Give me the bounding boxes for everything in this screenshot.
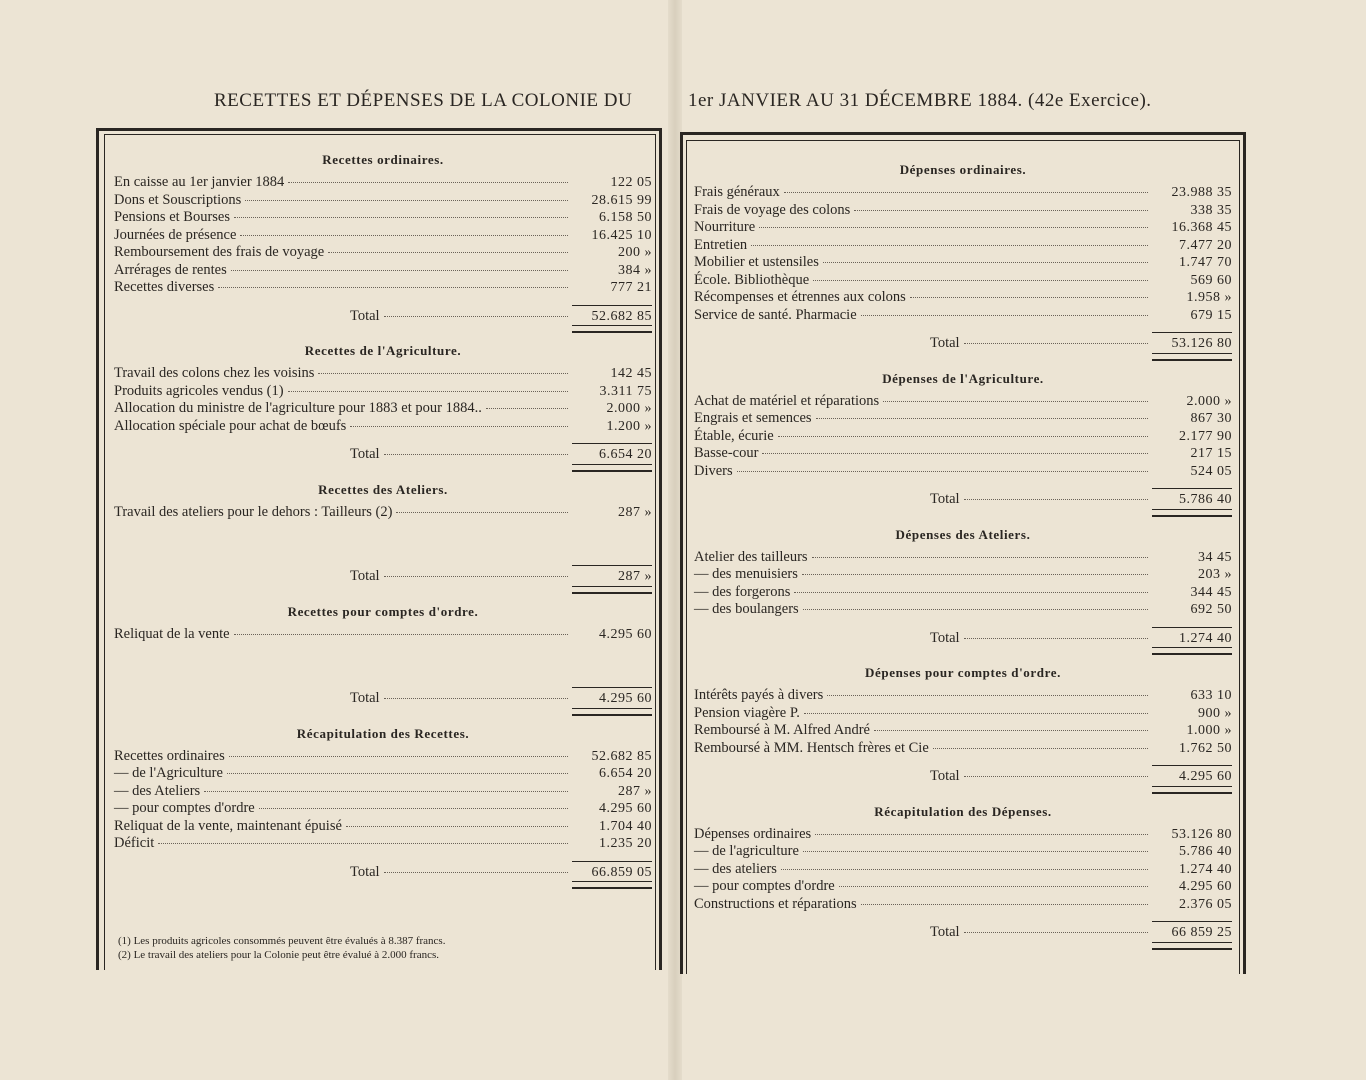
left-section-recap	[114, 726, 652, 890]
total-row	[114, 687, 652, 708]
total-amount: 5.786 40	[1152, 488, 1232, 509]
ledger-label: Dépenses ordinaires	[694, 825, 812, 842]
leader-dots	[794, 592, 1148, 593]
leader-dots	[854, 210, 1148, 211]
ledger-row	[114, 765, 652, 783]
leader-dots	[823, 262, 1148, 263]
leader-dots	[346, 826, 568, 827]
leader-dots	[933, 748, 1148, 749]
ledger-row	[114, 209, 652, 227]
leader-dots	[229, 756, 568, 757]
ledger-amount: 2.177 90	[1179, 428, 1232, 444]
leader-dots	[964, 343, 1148, 344]
ledger-row	[694, 566, 1232, 584]
ledger-amount: 1.235 20	[599, 836, 652, 851]
ledger-row	[694, 705, 1232, 723]
leader-dots	[158, 843, 568, 844]
total-amount: 1.274 40	[1152, 627, 1232, 648]
ledger-label: Remboursé à MM. Hentsch frères et Cie	[694, 739, 929, 756]
ledger-label: Allocation spéciale pour achat de bœufs	[114, 417, 347, 434]
total-row	[114, 443, 652, 464]
ledger-row	[694, 722, 1232, 740]
ledger-label: Achat de matériel et réparations	[694, 392, 880, 409]
total-double-rule	[1152, 647, 1232, 655]
ledger-label: Engrais et semences	[694, 410, 812, 426]
ledger-amount: 23.988 35	[1171, 185, 1232, 200]
leader-dots	[384, 316, 568, 317]
leader-dots	[802, 574, 1148, 575]
total-row	[694, 921, 1232, 942]
ledger-row	[694, 219, 1232, 237]
total-label: Total	[350, 690, 380, 706]
ledger-row	[114, 626, 652, 644]
leader-dots	[964, 932, 1148, 933]
ledger-amount: 287 »	[618, 504, 652, 520]
ledger-row	[114, 818, 652, 836]
ledger-row	[694, 549, 1232, 567]
ledger-label: — des boulangers	[694, 601, 799, 617]
leader-dots	[861, 904, 1148, 905]
ledger-amount: 569 60	[1190, 272, 1232, 288]
ledger-amount: 5.786 40	[1179, 844, 1232, 859]
total-label: Total	[930, 335, 960, 351]
total-row	[114, 565, 652, 586]
footnote-1: (1) Les produits agricoles consommés peuvent être évalués à 8.387 francs.	[118, 935, 446, 947]
ledger-label: — des forgerons	[694, 583, 791, 600]
ledger-amount: 200 »	[618, 245, 652, 260]
leader-dots	[861, 315, 1148, 316]
ledger-row	[694, 843, 1232, 861]
section-heading: Recettes pour comptes d'ordre.	[287, 603, 479, 619]
ledger-label: Étable, écurie	[694, 427, 774, 444]
leader-dots	[803, 609, 1148, 610]
total-row	[694, 488, 1232, 509]
ledger-label: Journées de présence	[114, 226, 237, 243]
ledger-amount: 142 45	[610, 366, 652, 381]
leader-dots	[910, 297, 1148, 298]
ledger-label: Récompenses et étrennes aux colons	[694, 289, 906, 305]
leader-dots	[328, 252, 568, 253]
leader-dots	[227, 773, 568, 774]
ledger-row	[114, 262, 652, 280]
ledger-row	[694, 463, 1232, 481]
ledger-amount: 203 »	[1198, 567, 1232, 582]
ledger-amount: 524 05	[1190, 463, 1232, 479]
ledger-label: Déficit	[114, 835, 155, 851]
ledger-label: Remboursement des frais de voyage	[114, 244, 325, 260]
ledger-label: Basse-cour	[694, 445, 759, 461]
total-double-rule	[572, 325, 652, 333]
leader-dots	[804, 713, 1148, 714]
leader-dots	[762, 453, 1148, 454]
leader-dots	[827, 695, 1148, 696]
ledger-amount: 122 05	[610, 175, 652, 190]
ledger-amount: 4.295 60	[1179, 879, 1232, 894]
section-spacer	[114, 521, 652, 565]
ledger-label: Mobilier et ustensiles	[694, 254, 819, 270]
total-label: Total	[930, 924, 960, 940]
total-double-rule	[572, 881, 652, 889]
total-amount: 287 »	[572, 565, 652, 586]
ledger-row	[114, 418, 652, 436]
ledger-row	[114, 783, 652, 801]
ledger-label: Recettes diverses	[114, 279, 215, 295]
ledger-amount: 1.274 40	[1179, 861, 1232, 877]
footnotes	[118, 934, 445, 962]
section-spacer	[114, 435, 652, 443]
section-heading: Recettes ordinaires.	[322, 152, 444, 167]
total-label: Total	[350, 446, 380, 462]
ledger-amount: 4.295 60	[599, 626, 652, 642]
total-double-rule	[1152, 509, 1232, 517]
leader-dots	[218, 287, 568, 288]
ledger-row	[694, 393, 1232, 411]
ledger-label: — des Ateliers	[114, 782, 201, 799]
ledger-amount: 2.000 »	[606, 401, 652, 416]
total-double-rule	[572, 464, 652, 472]
ledger-row	[694, 861, 1232, 879]
ledger-amount: 344 45	[1190, 584, 1232, 600]
ledger-amount: 3.311 75	[599, 383, 652, 399]
ledger-amount: 2.000 »	[1186, 393, 1232, 409]
ledger-label: Allocation du ministre de l'agriculture pour 1883 et pour 1884..	[114, 400, 482, 416]
ledger-amount: 6.654 20	[599, 766, 652, 781]
ledger-label: Dons et Souscriptions	[114, 191, 242, 208]
ledger-amount: 52.682 85	[591, 748, 652, 764]
leader-dots	[812, 557, 1148, 558]
ledger-amount: 4.295 60	[599, 801, 652, 816]
ledger-amount: 53.126 80	[1171, 826, 1232, 842]
section-spacer	[114, 853, 652, 861]
ledger-row	[694, 896, 1232, 914]
ledger-row	[694, 272, 1232, 290]
ledger-label: Recettes ordinaires	[114, 747, 225, 764]
total-double-rule	[1152, 786, 1232, 794]
ledger-row	[694, 878, 1232, 896]
leader-dots	[318, 373, 568, 374]
total-row	[114, 861, 652, 882]
ledger-amount: 217 15	[1190, 446, 1232, 461]
ledger-amount: 34 45	[1198, 549, 1232, 565]
ledger-amount: 679 15	[1190, 307, 1232, 323]
right-section-ordre	[694, 665, 1232, 794]
total-row	[694, 332, 1232, 353]
ledger-row	[114, 227, 652, 245]
ledger-row	[694, 202, 1232, 220]
leader-dots	[964, 499, 1148, 500]
section-heading: Récapitulation des Recettes.	[296, 725, 470, 741]
ledger-row	[694, 289, 1232, 307]
section-heading: Dépenses pour comptes d'ordre.	[865, 665, 1061, 680]
section-spacer	[694, 913, 1232, 921]
ledger-label: Travail des colons chez les voisins	[114, 365, 315, 381]
ledger-label: — de l'Agriculture	[114, 765, 223, 781]
ledger-row	[694, 601, 1232, 619]
ledger-amount: 6.158 50	[599, 210, 652, 225]
total-label: Total	[350, 307, 380, 324]
total-row	[114, 305, 652, 326]
right-section-ordinaires	[694, 162, 1232, 361]
leader-dots	[964, 638, 1148, 639]
leader-dots	[259, 808, 568, 809]
ledger-row	[694, 445, 1232, 463]
ledger-row	[114, 192, 652, 210]
total-amount: 53.126 80	[1152, 332, 1232, 353]
ledger-row	[114, 174, 652, 192]
ledger-row	[114, 279, 652, 297]
leader-dots	[816, 418, 1148, 419]
leader-dots	[964, 776, 1148, 777]
total-amount: 4.295 60	[572, 687, 652, 708]
section-heading: Recettes des Ateliers.	[318, 481, 448, 497]
ledger-label: Pensions et Bourses	[114, 209, 230, 225]
ledger-amount: 28.615 99	[591, 192, 652, 208]
ledger-label: Atelier des tailleurs	[694, 548, 808, 565]
ledger-label: Frais de voyage des colons	[694, 201, 851, 218]
ledger-row	[114, 800, 652, 818]
section-spacer	[114, 643, 652, 687]
ledger-label: Reliquat de la vente, maintenant épuisé	[114, 817, 342, 834]
ledger-amount: 287 »	[618, 783, 652, 799]
total-label: Total	[930, 629, 960, 646]
leader-dots	[813, 280, 1148, 281]
leader-dots	[350, 426, 568, 427]
section-spacer	[694, 619, 1232, 627]
ledger-amount: 7.477 20	[1179, 237, 1232, 253]
depenses-column	[694, 160, 1232, 960]
ledger-amount: 692 50	[1190, 602, 1232, 617]
ledger-row	[694, 184, 1232, 202]
ledger-label: Entretien	[694, 236, 748, 253]
total-label: Total	[350, 568, 380, 584]
leader-dots	[234, 634, 568, 635]
total-double-rule	[572, 586, 652, 594]
leader-dots	[737, 471, 1148, 472]
left-section-agriculture	[114, 343, 652, 472]
ledger-label: — des menuisiers	[694, 566, 798, 582]
leader-dots	[784, 192, 1148, 193]
leader-dots	[839, 886, 1148, 887]
leader-dots	[751, 245, 1148, 246]
ledger-label: — pour comptes d'ordre	[694, 878, 835, 894]
ledger-row	[694, 687, 1232, 705]
ledger-row	[694, 254, 1232, 272]
ledger-amount: 384 »	[618, 262, 652, 278]
ledger-amount: 867 30	[1190, 411, 1232, 426]
ledger-label: — pour comptes d'ordre	[114, 800, 255, 816]
ledger-amount: 1.200 »	[606, 418, 652, 434]
page-title-left: RECETTES ET DÉPENSES DE LA COLONIE DU	[214, 90, 633, 111]
ledger-label: — de l'agriculture	[694, 843, 799, 859]
leader-dots	[384, 872, 568, 873]
ledger-label: Intérêts payés à divers	[694, 687, 824, 703]
total-label: Total	[930, 491, 960, 507]
ledger-row	[114, 748, 652, 766]
ledger-label: Frais généraux	[694, 184, 780, 200]
section-heading: Dépenses ordinaires.	[899, 162, 1027, 177]
total-amount: 4.295 60	[1152, 765, 1232, 786]
recettes-column	[114, 150, 652, 899]
leader-dots	[384, 698, 568, 699]
section-heading: Recettes de l'Agriculture.	[304, 343, 462, 358]
ledger-label: Constructions et réparations	[694, 895, 857, 912]
leader-dots	[815, 834, 1148, 835]
total-label: Total	[930, 768, 960, 784]
ledger-row	[114, 244, 652, 262]
page-title-right: 1er JANVIER AU 31 DÉCEMBRE 1884. (42e Exercice).	[688, 90, 1152, 111]
ledger-label: Service de santé. Pharmacie	[694, 306, 857, 323]
leader-dots	[288, 182, 568, 183]
leader-dots	[384, 576, 568, 577]
ledger-label: Produits agricoles vendus (1)	[114, 382, 284, 399]
left-section-ateliers	[114, 482, 652, 594]
ledger-amount: 1.762 50	[1179, 740, 1232, 756]
ledger-amount: 1.704 40	[599, 818, 652, 834]
section-heading: Dépenses de l'Agriculture.	[882, 370, 1044, 386]
total-row	[694, 627, 1232, 648]
ledger-amount: 1.958 »	[1186, 290, 1232, 305]
leader-dots	[874, 730, 1148, 731]
total-amount: 66 859 25	[1152, 921, 1232, 942]
section-spacer	[694, 757, 1232, 765]
leader-dots	[231, 270, 568, 271]
ledger-label: En caisse au 1er janvier 1884	[114, 174, 285, 190]
ledger-row	[694, 826, 1232, 844]
ledger-row	[694, 584, 1232, 602]
leader-dots	[778, 436, 1148, 437]
leader-dots	[234, 217, 568, 218]
footnote-2: (2) Le travail des ateliers pour la Colonie peut être évalué à 2.000 francs.	[118, 949, 440, 961]
leader-dots	[883, 401, 1148, 402]
total-row	[694, 765, 1232, 786]
leader-dots	[245, 200, 568, 201]
ledger-row	[114, 383, 652, 401]
ledger-amount: 1.000 »	[1186, 723, 1232, 738]
ledger-amount: 16.425 10	[591, 227, 652, 243]
leader-dots	[759, 227, 1148, 228]
ledger-label: — des ateliers	[694, 860, 777, 877]
ledger-amount: 338 35	[1190, 202, 1232, 218]
ledger-label: Nourriture	[694, 219, 756, 235]
section-spacer	[694, 324, 1232, 332]
ledger-amount: 16.368 45	[1171, 220, 1232, 235]
left-section-ordre	[114, 604, 652, 716]
ledger-label: Remboursé à M. Alfred André	[694, 722, 870, 738]
leader-dots	[384, 454, 568, 455]
section-spacer	[694, 480, 1232, 488]
leader-dots	[204, 791, 568, 792]
ledger-label: Pension viagère P.	[694, 704, 800, 721]
total-label: Total	[350, 863, 380, 880]
ledger-row	[114, 400, 652, 418]
ledger-label: École. Bibliothèque	[694, 271, 810, 288]
leader-dots	[288, 391, 568, 392]
ledger-amount: 777 21	[610, 280, 652, 295]
ledger-row	[114, 365, 652, 383]
leader-dots	[781, 869, 1148, 870]
section-spacer	[114, 297, 652, 305]
leader-dots	[486, 408, 568, 409]
total-double-rule	[572, 708, 652, 716]
total-amount: 66.859 05	[572, 861, 652, 882]
total-amount: 6.654 20	[572, 443, 652, 464]
ledger-row	[694, 740, 1232, 758]
ledger-amount: 900 »	[1198, 705, 1232, 721]
ledger-row	[114, 835, 652, 853]
right-section-ateliers	[694, 527, 1232, 656]
ledger-label: Arrérages de rentes	[114, 261, 227, 278]
ledger-amount: 1.747 70	[1179, 255, 1232, 270]
ledger-label: Divers	[694, 462, 733, 479]
leader-dots	[240, 235, 568, 236]
ledger-amount: 2.376 05	[1179, 896, 1232, 912]
ledger-row	[694, 428, 1232, 446]
left-section-ordinaires	[114, 152, 652, 333]
ledger-label: Reliquat de la vente	[114, 625, 230, 642]
ledger-row	[694, 410, 1232, 428]
right-section-agriculture	[694, 371, 1232, 517]
ledger-row	[694, 237, 1232, 255]
total-double-rule	[1152, 942, 1232, 950]
total-double-rule	[1152, 353, 1232, 361]
ledger-amount: 633 10	[1190, 688, 1232, 703]
ledger-row	[114, 504, 652, 522]
leader-dots	[803, 851, 1148, 852]
total-amount: 52.682 85	[572, 305, 652, 326]
ledger-label: Travail des ateliers pour le dehors : Tailleurs (2)	[114, 503, 393, 520]
section-heading: Récapitulation des Dépenses.	[874, 803, 1052, 819]
section-heading: Dépenses des Ateliers.	[895, 526, 1031, 542]
leader-dots	[396, 512, 568, 513]
ledger-row	[694, 307, 1232, 325]
right-section-recap	[694, 804, 1232, 950]
